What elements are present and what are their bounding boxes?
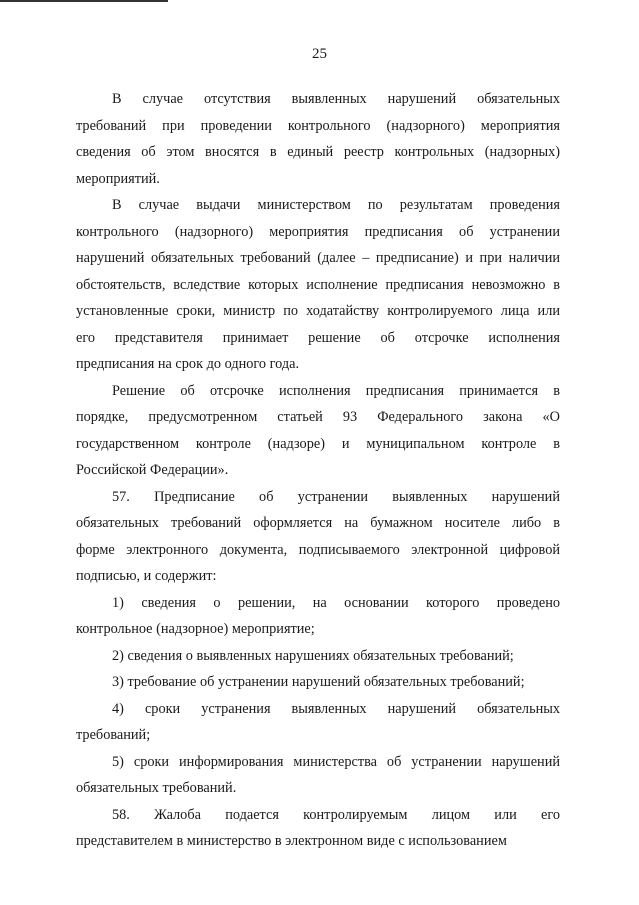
paragraph — [76, 86, 560, 192]
paragraph — [76, 484, 560, 590]
text-line: обстоятельств, вследствие которых исполнение предписания невозможно в — [76, 276, 560, 293]
text-line: В случае выдачи министерством по результатам проведения — [112, 197, 560, 213]
text-line: В случае отсутствия выявленных нарушений обязательных — [112, 91, 560, 107]
text-line: 1) сведения о решении, на основании которого проведено — [112, 594, 560, 611]
top-rule — [0, 0, 168, 2]
text-line: установленные сроки, министр по ходатайству контролируемого лица или — [76, 303, 560, 319]
text-line: контрольного (надзорного) мероприятия предписания об устранении — [76, 223, 560, 240]
text-line: контрольное (надзорное) мероприятие; — [76, 621, 315, 637]
paragraph — [76, 749, 560, 802]
text-line: обязательных требований. — [76, 780, 237, 796]
paragraph — [76, 669, 560, 696]
text-line: 2) сведения о выявленных нарушениях обязательных требований; — [112, 647, 514, 664]
text-line: 4) сроки устранения выявленных нарушений обязательных — [112, 700, 560, 717]
text-line: подписью, и содержит: — [76, 568, 217, 584]
text-line: Российской Федерации». — [76, 462, 229, 478]
text-line: 57. Предписание об устранении выявленных нарушений — [112, 488, 560, 505]
text-line: мероприятий. — [76, 170, 160, 187]
text-line: государственном контроле (надзоре) и муниципальном контроле в — [76, 435, 560, 452]
paragraph — [76, 643, 560, 670]
document-body — [76, 86, 560, 855]
text-line: его представителя принимает решение об отсрочке исполнения — [76, 329, 560, 346]
text-line: 58. Жалоба подается контролируемым лицом или его — [112, 806, 560, 823]
paragraph — [76, 192, 560, 378]
text-line: нарушений обязательных требований (далее – предписание) и при наличии — [76, 250, 560, 266]
text-line: сведения об этом вносятся в единый реестр контрольных (надзорных) — [76, 144, 560, 160]
page-number: 25 — [312, 46, 327, 62]
text-line: 3) требование об устранении нарушений обязательных требований; — [112, 674, 525, 690]
text-line: требований; — [76, 727, 151, 743]
paragraph — [76, 696, 560, 749]
paragraph — [76, 378, 560, 484]
text-line: предписания на срок до одного года. — [76, 356, 300, 372]
text-line: представителем в министерство в электронном виде с использованием — [76, 833, 507, 849]
text-line: форме электронного документа, подписываемого электронной цифровой — [76, 541, 560, 558]
text-line: 5) сроки информирования министерства об устранении нарушений — [112, 753, 560, 770]
text-line: обязательных требований оформляется на бумажном носителе либо в — [76, 515, 560, 531]
text-line: порядке, предусмотренном статьей 93 Федерального закона «О — [76, 409, 560, 425]
paragraph — [76, 802, 560, 855]
paragraph — [76, 590, 560, 643]
text-line: Решение об отсрочке исполнения предписания принимается в — [112, 382, 560, 399]
text-line: требований при проведении контрольного (надзорного) мероприятия — [76, 117, 560, 134]
